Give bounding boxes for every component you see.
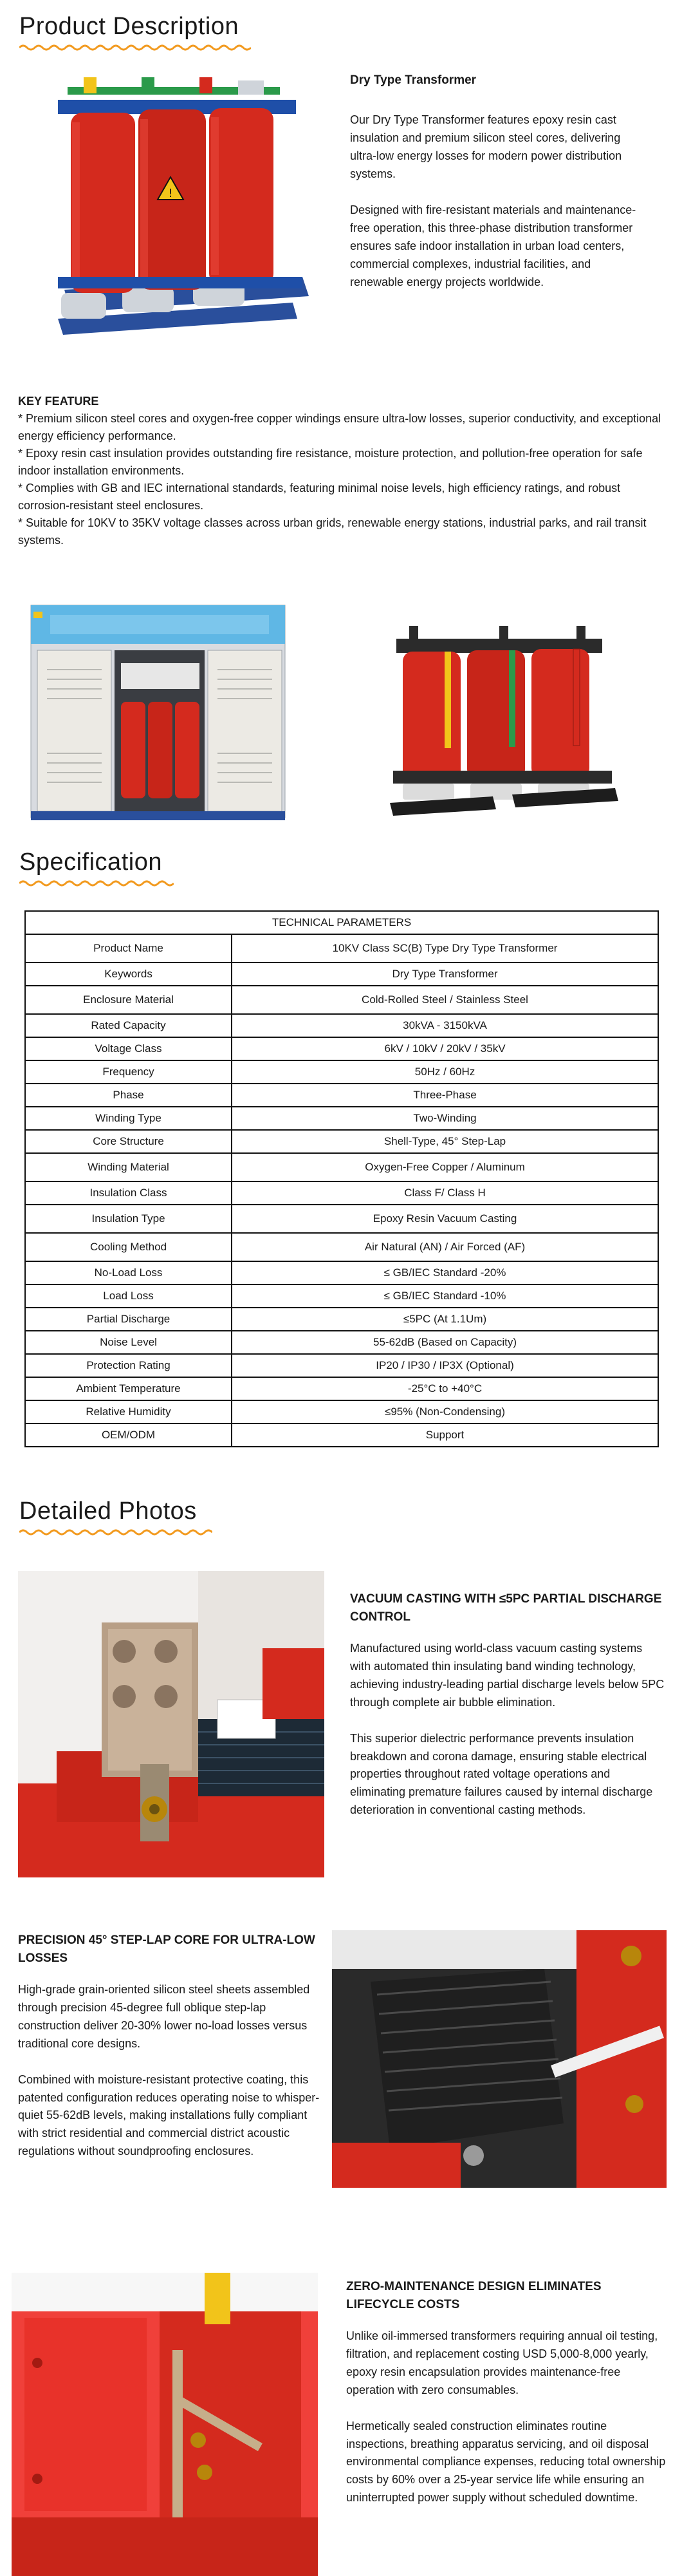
detail-zero-maintenance [346,2278,668,2525]
spec-label: Cooling Method [25,1233,232,1261]
key-feature-item: * Premium silicon steel cores and oxygen-free copper windings ensure ultra-low losses, superior conductivity, and exceptional energy efficiency performance. [18,412,661,442]
spec-label: Protection Rating [25,1354,232,1377]
title-underline-squiggle [19,1528,212,1536]
table-row [25,1377,658,1400]
technical-parameters-table [24,910,659,1447]
table-row [25,1400,658,1424]
spec-value: Support [232,1424,658,1447]
spec-label: Keywords [25,963,232,986]
spec-label: OEM/ODM [25,1424,232,1447]
spec-label: Voltage Class [25,1037,232,1060]
table-row [25,1084,658,1107]
key-feature-item: * Suitable for 10KV to 35KV voltage classes across urban grids, renewable energy stations, industrial parks, and rail transit systems. [18,516,647,547]
detail-paragraph: High-grade grain-oriented silicon steel sheets assembled through precision 45-degree full oblique step-lap construction deliver 20-30% lower no-load losses versus traditional core designs. [18,1983,310,2050]
spec-value: 50Hz / 60Hz [232,1060,658,1084]
detail-paragraph: Combined with moisture-resistant protective coating, this patented configuration reduces operating noise to whisper-quiet 55-62dB levels, making installations fully compliant with strict residential and commercial district acoustic regulations without soundproofing enclosures. [18,2073,320,2158]
zero-maintenance-detail-image [12,2273,318,2576]
product-name: Dry Type Transformer [350,73,477,87]
title-underline-squiggle [19,879,174,887]
spec-value: ≤ GB/IEC Standard -20% [232,1261,658,1284]
section-title-detailed-photos: Detailed Photos [19,1498,197,1525]
spec-label: Insulation Class [25,1181,232,1205]
detail-paragraph: This superior dielectric performance prevents insulation breakdown and corona damage, ensuring stable electrical properties throughout rated voltage operations and eliminating premature failures caused by internal discharge deterioration in conventional casting methods. [350,1731,653,1817]
spec-label: Insulation Type [25,1205,232,1233]
spec-label: No-Load Loss [25,1261,232,1284]
spec-value: ≤5PC (At 1.1Um) [232,1308,658,1331]
step-lap-core-detail-image [332,1930,667,2188]
detail-title: PRECISION 45° STEP-LAP CORE FOR ULTRA-LOW LOSSES [18,1933,315,1965]
key-feature-item: * Epoxy resin cast insulation provides outstanding fire resistance, moisture protection, and pollution-free operation for safe indoor installation environments. [18,447,643,477]
table-row [25,1205,658,1233]
table-row [25,1130,658,1153]
table-row [25,986,658,1014]
spec-label: Core Structure [25,1130,232,1153]
spec-label: Noise Level [25,1331,232,1354]
table-row [25,1331,658,1354]
table-header: TECHNICAL PARAMETERS [25,911,658,934]
spec-value: 10KV Class SC(B) Type Dry Type Transformer [232,934,658,963]
detail-step-lap-core [18,1932,320,2179]
intro-paragraph-1: Our Dry Type Transformer features epoxy resin cast insulation and premium silicon steel cores, delivering ultra-low energy losses for modern power distribution systems. [350,113,622,181]
table-row [25,1060,658,1084]
enclosed-transformer-image [24,592,295,824]
open-transformer-image [383,626,628,819]
spec-value: Cold-Rolled Steel / Stainless Steel [232,986,658,1014]
spec-value: 30kVA - 3150kVA [232,1014,658,1037]
spec-label: Load Loss [25,1284,232,1308]
table-row [25,1037,658,1060]
spec-value: Oxygen-Free Copper / Aluminum [232,1153,658,1181]
spec-label: Enclosure Material [25,986,232,1014]
table-row [25,934,658,963]
table-row [25,1308,658,1331]
spec-value: Epoxy Resin Vacuum Casting [232,1205,658,1233]
spec-label: Relative Humidity [25,1400,232,1424]
section-title-product-description: Product Description [19,13,239,40]
spec-label: Winding Type [25,1107,232,1130]
spec-value: Shell-Type, 45° Step-Lap [232,1130,658,1153]
key-feature-block [18,393,661,549]
spec-value: Dry Type Transformer [232,963,658,986]
spec-value: IP20 / IP30 / IP3X (Optional) [232,1354,658,1377]
key-feature-heading: KEY FEATURE [18,395,99,408]
spec-value: Three-Phase [232,1084,658,1107]
hero-transformer-image [45,64,315,354]
spec-label: Product Name [25,934,232,963]
table-row [25,1153,658,1181]
spec-label: Partial Discharge [25,1308,232,1331]
spec-value: ≤ GB/IEC Standard -10% [232,1284,658,1308]
detail-title: ZERO-MAINTENANCE DESIGN ELIMINATES LIFECYCLE COSTS [346,2280,602,2311]
svg-text:!: ! [168,187,173,200]
spec-value: Air Natural (AN) / Air Forced (AF) [232,1233,658,1261]
table-row [25,1107,658,1130]
spec-label: Ambient Temperature [25,1377,232,1400]
spec-value: 55-62dB (Based on Capacity) [232,1331,658,1354]
table-row [25,1181,658,1205]
spec-label: Winding Material [25,1153,232,1181]
key-feature-item: * Complies with GB and IEC international standards, featuring minimal noise levels, high efficiency ratings, and robust corrosion-resistant steel enclosures. [18,482,621,512]
table-row [25,963,658,986]
intro-paragraph-2: Designed with fire-resistant materials and maintenance-free operation, this three-phase distribution transformer ensures safe indoor installation in urban load centers, commercial complexes, industrial facilities, and renewable energy projects worldwide. [350,203,636,288]
detail-paragraph: Manufactured using world-class vacuum casting systems with automated thin insulating band winding technology, achieving industry-leading partial discharge levels below 5PC through complete air bubble elimination. [350,1642,665,1709]
vacuum-casting-detail-image [18,1571,324,1877]
section-title-specification: Specification [19,849,162,876]
table-row [25,1424,658,1447]
table-row [25,1354,658,1377]
spec-label: Phase [25,1084,232,1107]
product-intro [350,71,643,309]
table-row [25,1233,658,1261]
spec-value: 6kV / 10kV / 20kV / 35kV [232,1037,658,1060]
spec-value: -25°C to +40°C [232,1377,658,1400]
detail-vacuum-casting [350,1590,665,1838]
detail-paragraph: Unlike oil-immersed transformers requiring annual oil testing, filtration, and replacement costing USD 5,000-8,000 yearly, epoxy resin encapsulation provides maintenance-free operation with zero consumables. [346,2329,658,2396]
spec-value: Two-Winding [232,1107,658,1130]
spec-value: Class F/ Class H [232,1181,658,1205]
detail-title: VACUUM CASTING WITH ≤5PC PARTIAL DISCHARGE CONTROL [350,1592,662,1624]
spec-label: Rated Capacity [25,1014,232,1037]
spec-label: Frequency [25,1060,232,1084]
table-row [25,1284,658,1308]
title-underline-squiggle [19,44,251,52]
detail-paragraph: Hermetically sealed construction eliminates routine inspections, breathing apparatus servicing, and oil disposal environmental compliance expenses, reducing total ownership costs by 60% over a 25-year service life while ensuring an uninterrupted power supply without scheduled downtime. [346,2419,666,2505]
spec-value: ≤95% (Non-Condensing) [232,1400,658,1424]
table-row [25,1014,658,1037]
table-row [25,1261,658,1284]
